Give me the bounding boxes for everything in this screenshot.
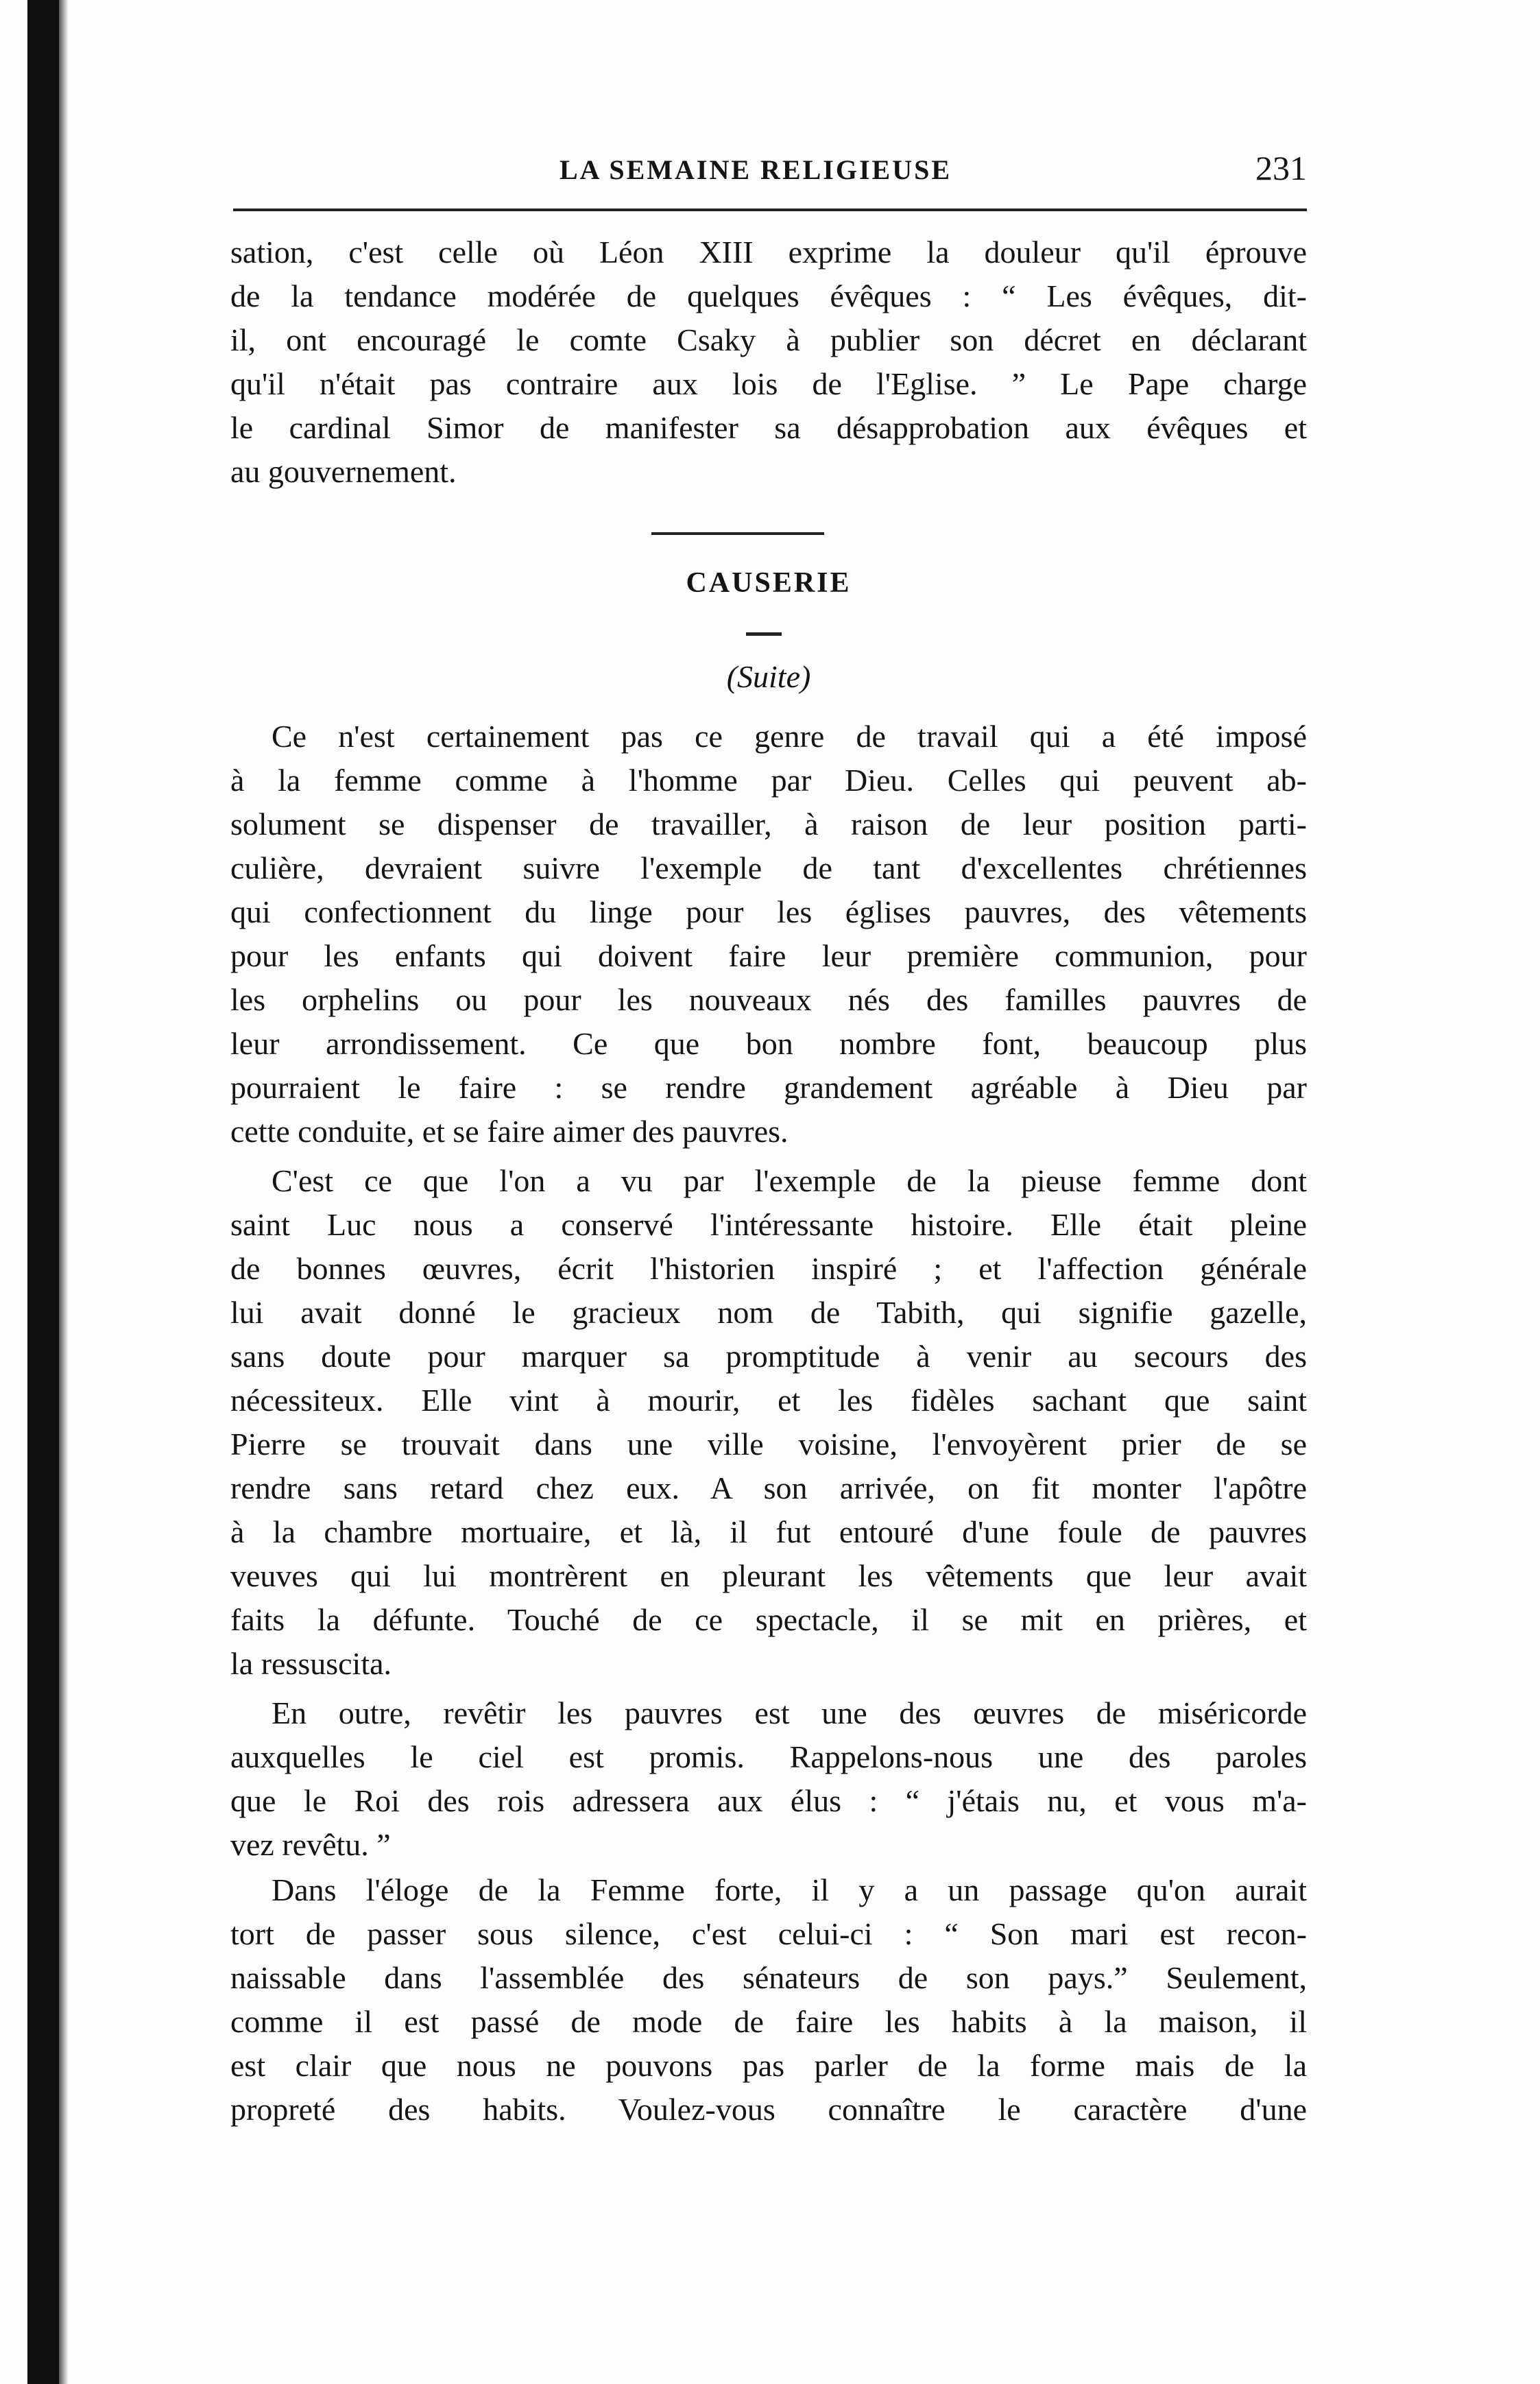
text-line: de bonnes œuvres, écrit l'historien inspiré ; et l'affection générale: [230, 1251, 1307, 1286]
text-line: lui avait donné le gracieux nom de Tabith, qui signifie gazelle,: [230, 1295, 1307, 1330]
title-dash: [746, 632, 782, 636]
text-line: à la chambre mortuaire, et là, il fut entouré d'une foule de pauvres: [230, 1514, 1307, 1549]
text-line: les orphelins ou pour les nouveaux nés des familles pauvres de: [230, 982, 1307, 1017]
text-line: qui confectionnent du linge pour les églises pauvres, des vêtements: [230, 894, 1307, 929]
text-line: sans doute pour marquer sa promptitude à venir au secours des: [230, 1339, 1307, 1374]
section-subtitle: (Suite): [726, 659, 811, 694]
text-line: pour les enfants qui doivent faire leur première communion, pour: [230, 938, 1307, 973]
section-divider: [651, 532, 824, 535]
text-line: est clair que nous ne pouvons pas parler de la forme mais de la: [230, 2048, 1307, 2083]
text-line: nécessiteux. Elle vint à mourir, et les fidèles sachant que saint: [230, 1383, 1307, 1418]
text-line: auxquelles le ciel est promis. Rappelons-nous une des paroles: [230, 1739, 1307, 1774]
paragraph: [230, 1159, 1307, 1686]
text-line: Ce n'est certainement pas ce genre de travail qui a été imposé: [272, 719, 1307, 754]
text-line: de la tendance modérée de quelques évêques : “ Les évêques, dit-: [230, 278, 1307, 313]
text-line: il, ont encouragé le comte Csaky à publier son décret en déclarant: [230, 322, 1307, 357]
text-line: cette conduite, et se faire aimer des pauvres.: [230, 1114, 789, 1149]
text-line: Dans l'éloge de la Femme forte, il y a un passage qu'on aurait: [272, 1872, 1307, 1907]
page-header: [230, 148, 1307, 196]
text-line: saint Luc nous a conservé l'intéressante histoire. Elle était pleine: [230, 1207, 1307, 1242]
binding-edge-gradient: [59, 0, 69, 2384]
text-line: leur arrondissement. Ce que bon nombre font, beaucoup plus: [230, 1026, 1307, 1061]
text-line: rendre sans retard chez eux. A son arrivée, on fit monter l'apôtre: [230, 1470, 1307, 1505]
page-number: 231: [1255, 149, 1307, 187]
text-line: naissable dans l'assemblée des sénateurs de son pays.” Seulement,: [230, 1960, 1307, 1995]
binding-edge-shadow: [27, 0, 59, 2384]
text-line: vez revêtu. ”: [230, 1827, 391, 1862]
text-line: comme il est passé de mode de faire les habits à la maison, il: [230, 2004, 1307, 2039]
running-title: LA SEMAINE RELIGIEUSE: [560, 154, 952, 185]
text-line: En outre, revêtir les pauvres est une des œuvres de miséricorde: [272, 1695, 1307, 1730]
text-line: à la femme comme à l'homme par Dieu. Celles qui peuvent ab-: [230, 763, 1307, 798]
text-line: tort de passer sous silence, c'est celui-ci : “ Son mari est recon-: [230, 1916, 1307, 1951]
text-line: pourraient le faire : se rendre grandement agréable à Dieu par: [230, 1070, 1307, 1105]
text-line: faits la défunte. Touché de ce spectacle, il se mit en prières, et: [230, 1602, 1307, 1637]
text-line: C'est ce que l'on a vu par l'exemple de la pieuse femme dont: [272, 1163, 1307, 1198]
text-line: qu'il n'était pas contraire aux lois de l'Eglise. ” Le Pape charge: [230, 366, 1307, 401]
section-title: CAUSERIE: [686, 567, 852, 599]
text-line: solument se dispenser de travailler, à raison de leur position parti-: [230, 807, 1307, 842]
text-line: propreté des habits. Voulez-vous connaître le caractère d'une: [230, 2092, 1307, 2127]
header-rule: [233, 208, 1307, 211]
text-line: le cardinal Simor de manifester sa désapprobation aux évêques et: [230, 410, 1307, 445]
paragraph: [230, 1691, 1307, 1867]
text-line: que le Roi des rois adressera aux élus : “ j'étais nu, et vous m'a-: [230, 1783, 1307, 1818]
text-line: Pierre se trouvait dans une ville voisine, l'envoyèrent prier de se: [230, 1427, 1307, 1462]
text-line: sation, c'est celle où Léon XIII exprime la douleur qu'il éprouve: [230, 235, 1307, 270]
paragraph: [230, 1868, 1307, 2132]
text-line: culière, devraient suivre l'exemple de tant d'excellentes chrétiennes: [230, 850, 1307, 885]
paragraph: [230, 715, 1307, 1154]
text-line: veuves qui lui montrèrent en pleurant les vêtements que leur avait: [230, 1558, 1307, 1593]
paragraph-continued: [230, 230, 1307, 494]
text-line: au gouvernement.: [230, 454, 457, 489]
text-line: la ressuscita.: [230, 1646, 392, 1681]
